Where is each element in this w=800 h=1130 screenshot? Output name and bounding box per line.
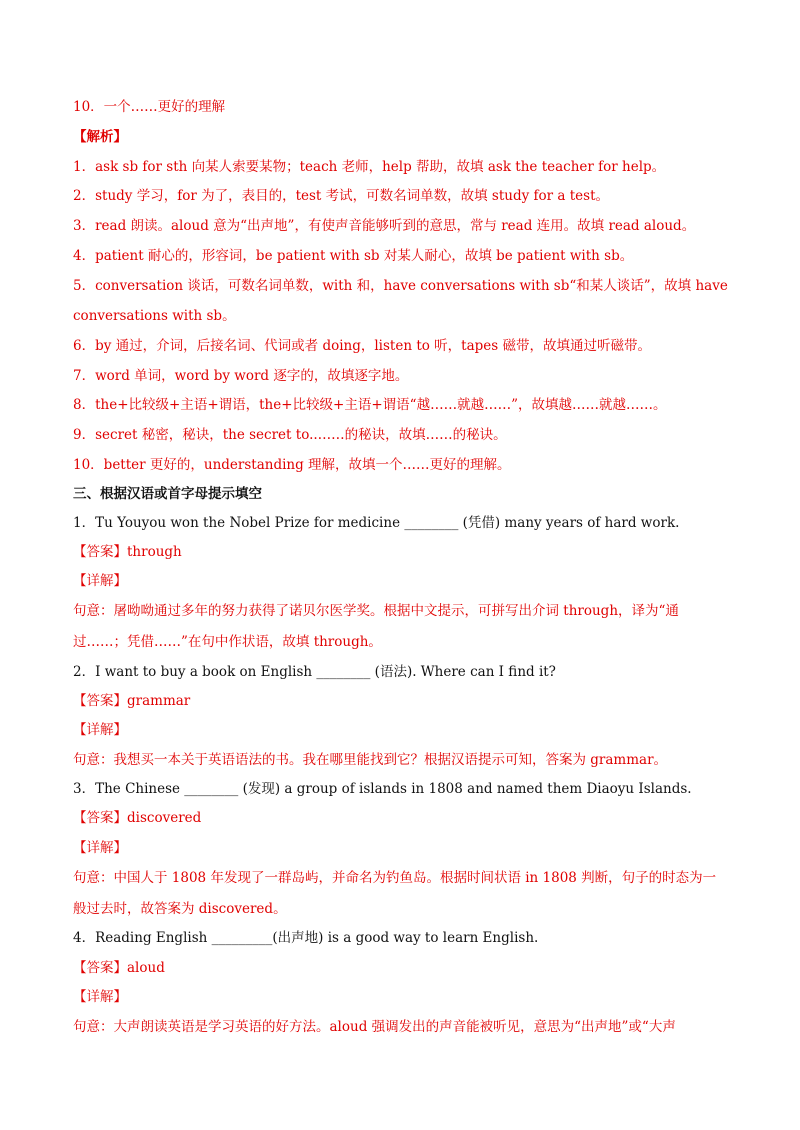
answer-4: 【答案】aloud xyxy=(73,960,165,976)
detail-3-line-2: 般过去时，故答案为 discovered。 xyxy=(73,901,287,917)
analysis-item-8: 8．the+比较级+主语+谓语，the+比较级+主语+谓语“越……就越……”，故填越……就越……。 xyxy=(73,397,667,413)
detail-label-2: 【详解】 xyxy=(73,722,127,738)
analysis-item-5: 5．conversation 谈话，可数名词单数，with 和，have conversations with sb“和某人谈话”，故填 have xyxy=(73,278,728,294)
analysis-item-3: 3．read 朗读。aloud 意为“出声地”，有使声音能够听到的意思，常与 read 连用。故填 read aloud。 xyxy=(73,218,696,234)
section-title: 三、根据汉语或首字母提示填空 xyxy=(73,486,262,502)
detail-3-line-1: 句意：中国人于 1808 年发现了一群岛屿，并命名为钓鱼岛。根据时间状语 in 1808 判断，句子的时态为一 xyxy=(73,870,717,886)
analysis-item-6: 6．by 通过，介词，后接名词、代词或者 doing，listen to 听，tapes 磁带，故填通过听磁带。 xyxy=(73,338,651,354)
analysis-item-7: 7．word 单词，word by word 逐字的，故填逐字地。 xyxy=(73,368,409,384)
detail-label-4: 【详解】 xyxy=(73,989,127,1005)
answer-10-text: 10．一个……更好的理解 xyxy=(73,99,226,115)
analysis-item-1: 1．ask sb for sth 向某人索要某物；teach 老师，help 帮助，故填 ask the teacher for help。 xyxy=(73,159,666,175)
analysis-item-5-cont: conversations with sb。 xyxy=(73,308,236,324)
analysis-item-9: 9．secret 秘密，秘诀，the secret to..……的秘诀，故填……的秘诀。 xyxy=(73,427,507,443)
analysis-item-2: 2．study 学习，for 为了，表目的，test 考试，可数名词单数，故填 study for a test。 xyxy=(73,188,609,204)
answer-3: 【答案】discovered xyxy=(73,810,202,826)
detail-1-line-1: 句意：屠呦呦通过多年的努力获得了诺贝尔医学奖。根据中文提示，可拼写出介词 through，译为“通 xyxy=(73,603,679,619)
analysis-item-4: 4．patient 耐心的，形容词，be patient with sb 对某人耐心，故填 be patient with sb。 xyxy=(73,248,634,264)
detail-1-line-2: 过……；凭借……”在句中作状语，故填 through。 xyxy=(73,634,382,650)
detail-4-line-1: 句意：大声朗读英语是学习英语的好方法。aloud 强调发出的声音能被听见，意思为“出声地”或“大声 xyxy=(73,1019,676,1035)
detail-2-line-1: 句意：我想买一本关于英语语法的书。我在哪里能找到它？根据汉语提示可知，答案为 grammar。 xyxy=(73,752,668,768)
answer-2: 【答案】grammar xyxy=(73,693,191,709)
question-4: 4．Reading English _________(出声地) is a good way to learn English. xyxy=(73,930,539,946)
question-3: 3．The Chinese ________ (发现) a group of islands in 1808 and named them Diaoyu Islands. xyxy=(73,781,692,797)
question-2: 2．I want to buy a book on English ________ (语法). Where can I find it? xyxy=(73,664,556,680)
analysis-heading: 【解析】 xyxy=(73,129,127,145)
detail-label-1: 【详解】 xyxy=(73,573,127,589)
analysis-item-10: 10．better 更好的，understanding 理解，故填一个……更好的理解。 xyxy=(73,457,511,473)
question-1: 1．Tu Youyou won the Nobel Prize for medicine ________ (凭借) many years of hard work. xyxy=(73,515,680,531)
detail-label-3: 【详解】 xyxy=(73,840,127,856)
answer-1: 【答案】through xyxy=(73,544,182,560)
